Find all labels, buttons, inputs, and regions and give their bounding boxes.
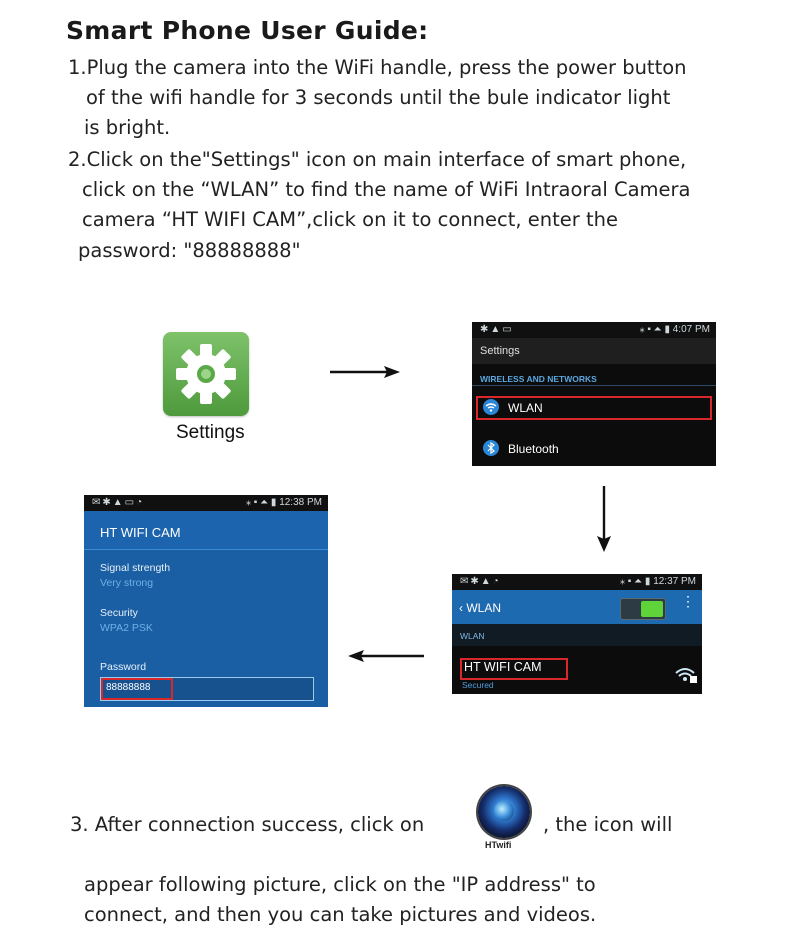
more-options-icon[interactable]: ⋮ [681, 593, 695, 609]
section-band [452, 624, 702, 646]
step2-line-2: click on the “WLAN” to find the name of WiFi Intraoral Camera [82, 178, 691, 201]
chevron-left-icon: ‹ [459, 601, 463, 615]
security-label: Security [100, 607, 138, 619]
camera-lens-icon[interactable] [478, 786, 530, 838]
step2-line-4: password: "88888888" [78, 239, 301, 262]
signal-value: Very strong [100, 577, 154, 589]
guide-title: Smart Phone User Guide: [66, 16, 429, 45]
wlan-back[interactable] [459, 601, 501, 615]
step3-suffix: , the icon will [543, 813, 673, 836]
lens-center [494, 801, 514, 821]
notification-icons: ✉✱▲◔ [460, 576, 501, 587]
screenshot-settings [472, 322, 716, 466]
bluetooth-icon [483, 440, 499, 456]
step3-prefix: 3. After connection success, click on [70, 813, 425, 836]
step3-line-3: connect, and then you can take pictures and videos. [84, 903, 597, 926]
screenshot-wlan [452, 574, 702, 694]
notification-icons: ✱▲▭ [480, 324, 514, 335]
status-time: ⁎ ▪ ⏶ ▮ 4:07 PM [639, 324, 710, 335]
wlan-toggle[interactable] [620, 598, 666, 620]
bluetooth-item[interactable]: Bluetooth [508, 442, 559, 456]
notification-icons: ✉✱▲▭◔ [92, 497, 145, 508]
signal-label: Signal strength [100, 562, 171, 574]
settings-header-title: Settings [480, 345, 520, 357]
step2-line-3: camera “HT WIFI CAM”,click on it to connect, enter the [82, 208, 619, 231]
screenshot-connect-dialog [84, 495, 328, 707]
network-status: Secured [462, 680, 494, 690]
dialog-title: HT WIFI CAM [100, 525, 181, 540]
arrow-right-icon [328, 364, 402, 380]
section-divider [472, 385, 716, 386]
status-time: ⁎ ▪ ⏶ ▮ 12:38 PM [246, 497, 322, 508]
step1-line-2: of the wifi handle for 3 seconds until the bule indicator light [86, 86, 671, 109]
network-name[interactable]: HT WIFI CAM [464, 660, 542, 674]
security-value: WPA2 PSK [100, 622, 153, 634]
wlan-header-title: WLAN [466, 601, 502, 615]
section-label: WIRELESS AND NETWORKS [480, 374, 597, 384]
step2-line-1: 2.Click on the"Settings" icon on main interface of smart phone, [68, 148, 687, 171]
wifi-icon [483, 399, 499, 415]
step3-line-2: appear following picture, click on the "IP address" to [84, 873, 596, 896]
wlan-item[interactable]: WLAN [508, 401, 543, 415]
status-bar [452, 574, 702, 590]
toggle-knob [641, 601, 663, 617]
status-bar [472, 322, 716, 338]
settings-icon-label: Settings [176, 422, 245, 443]
app-icon-label: HTwifi [485, 840, 512, 850]
arrow-left-icon [346, 648, 426, 664]
step1-line-3: is bright. [84, 116, 171, 139]
step1-line-1: 1.Plug the camera into the WiFi handle, press the power button [68, 56, 687, 79]
status-time: ⁎ ▪ ⏶ ▮ 12:37 PM [620, 576, 696, 587]
dialog-divider [84, 549, 328, 550]
arrow-down-icon [594, 484, 614, 554]
password-label: Password [100, 661, 147, 673]
wifi-lock-icon [674, 666, 698, 684]
status-bar [84, 495, 328, 511]
password-value: 88888888 [106, 682, 151, 693]
section-label: WLAN [460, 631, 485, 641]
gear-icon [172, 340, 240, 408]
settings-app-icon[interactable] [163, 332, 249, 416]
